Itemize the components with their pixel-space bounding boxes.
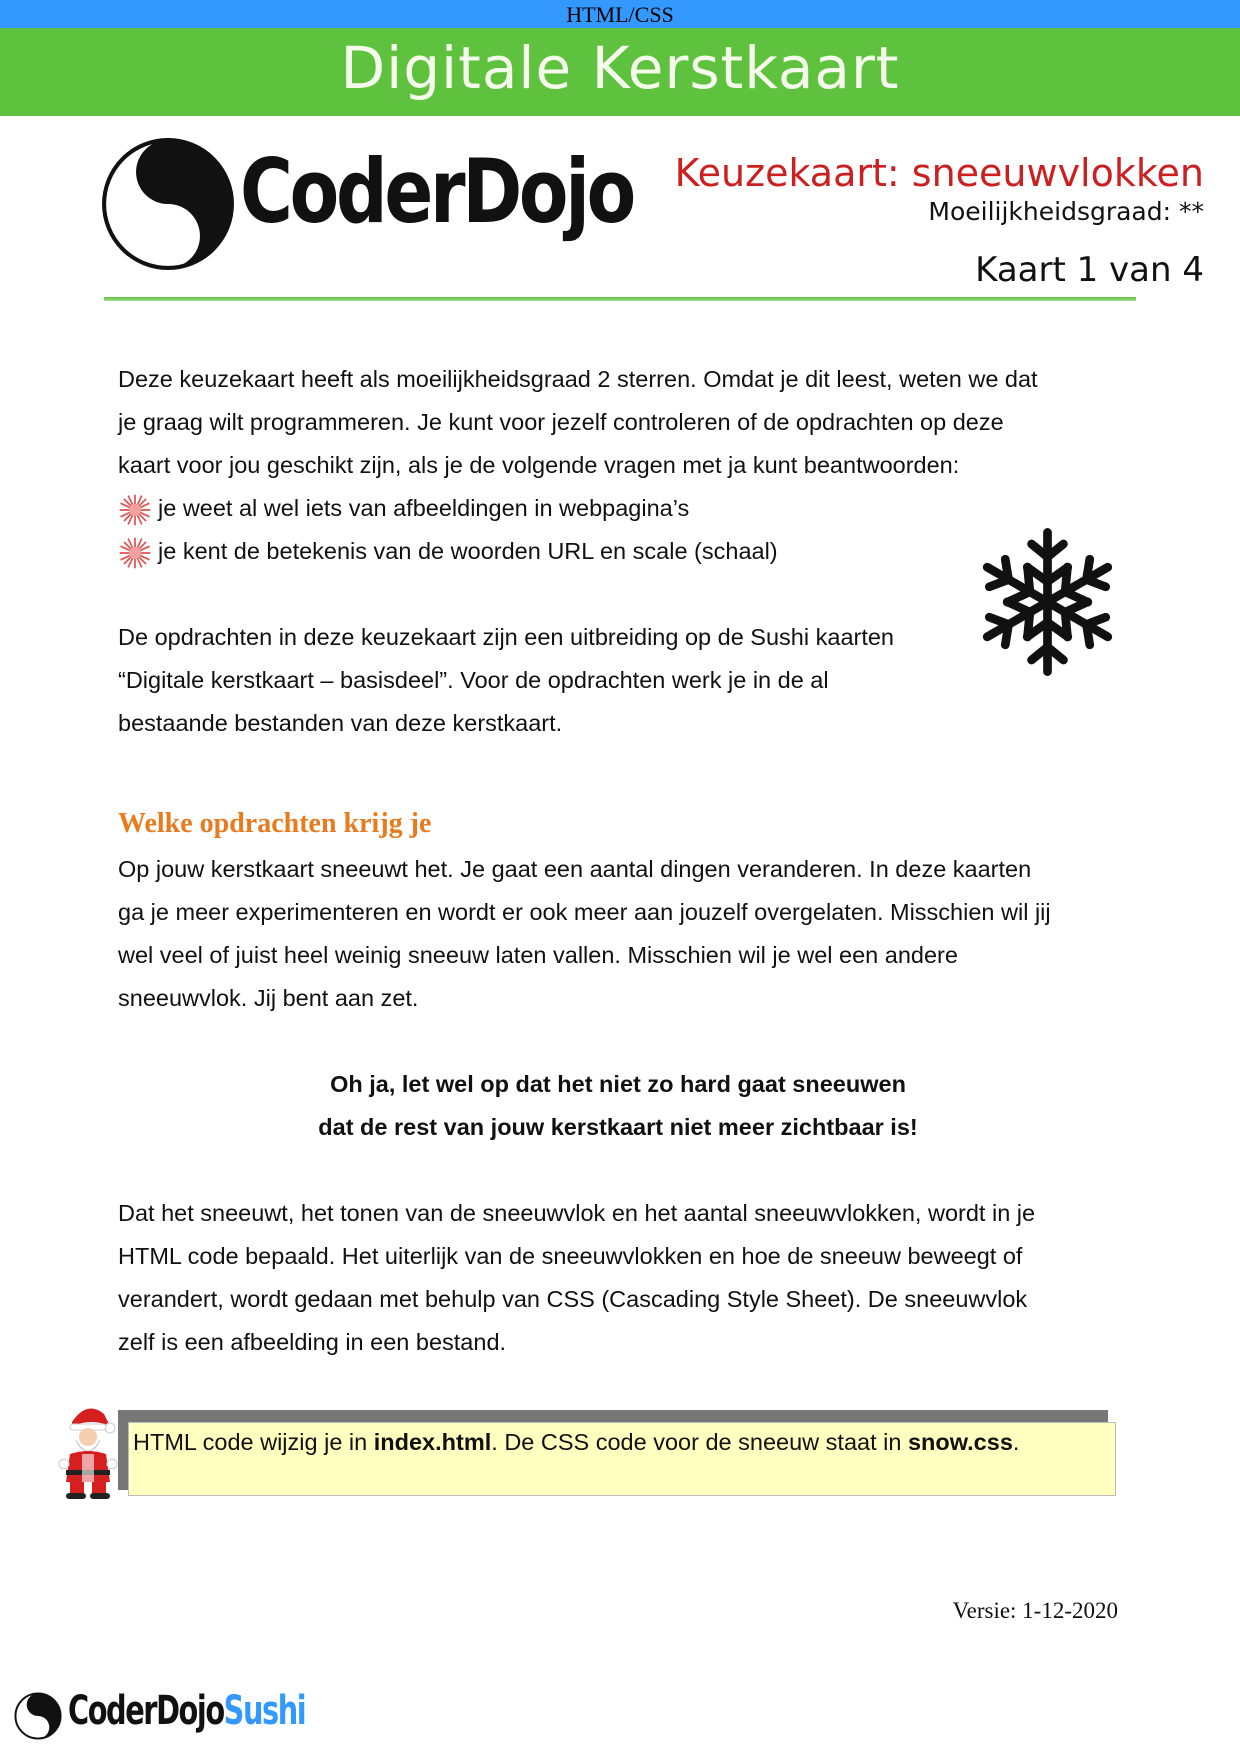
paragraph-html-css [118, 1192, 1035, 1364]
note-line: Oh ja, let wel op dat het niet zo hard gaat sneeuwen [330, 1071, 906, 1097]
yin-yang-icon [100, 136, 236, 272]
tip-text: . [1012, 1429, 1020, 1455]
yin-yang-icon [14, 1692, 62, 1740]
paragraph-line: “Digitale kerstkaart – basisdeel”. Voor de opdrachten werk je in de al [118, 667, 829, 693]
footer-logo-part: CoderDojo [68, 1688, 224, 1734]
paragraph-line: bestaande bestanden van deze kerstkaart. [118, 710, 563, 736]
section-title: Welke opdrachten krijg je [118, 808, 432, 839]
version-label: Versie: 1-12-2020 [952, 1598, 1118, 1623]
footer-logo-text [68, 1688, 305, 1734]
paragraph-line: HTML code bepaald. Het uiterlijk van de sneeuwvlokken en hoe de sneeuw beweegt of [118, 1243, 1023, 1269]
footer-logo-part: Sushi [223, 1688, 306, 1734]
paragraph-line: sneeuwvlok. Jij bent aan zet. [118, 985, 419, 1011]
intro-line: Deze keuzekaart heeft als moeilijkheidsgraad 2 sterren. Omdat je dit leest, weten we dat [118, 366, 1038, 392]
paragraph-line: Op jouw kerstkaart sneeuwt het. Je gaat een aantal dingen veranderen. In deze kaarten [118, 856, 1032, 882]
paragraph-line: zelf is een afbeelding in een bestand. [118, 1329, 507, 1355]
paragraph-line: wel veel of juist heel weinig sneeuw laten vallen. Misschien wil je wel een andere [118, 942, 958, 968]
coderdojo-sushi-logo [14, 1684, 306, 1746]
bullet-text: je kent de betekenis van de woorden URL en scale (schaal) [158, 538, 778, 564]
warning-note [118, 1063, 1118, 1149]
paragraph-line: verandert, wordt gedaan met behulp van CSS (Cascading Style Sheet). De sneeuwvlok [118, 1286, 1028, 1312]
santa-icon [52, 1400, 122, 1500]
bullet-text: je weet al wel iets van afbeeldingen in webpagina’s [158, 495, 690, 521]
paragraph-basisdeel [118, 616, 894, 745]
tip-text: . De CSS code voor de sneeuw staat in [491, 1429, 908, 1455]
banner-title: Digitale Kerstkaart [340, 34, 900, 102]
paragraph-line: De opdrachten in deze keuzekaart zijn een uitbreiding op de Sushi kaarten [118, 624, 895, 650]
list-item [118, 487, 1038, 530]
note-line: dat de rest van jouw kerstkaart niet meer zichtbaar is! [318, 1114, 918, 1140]
file-name-css: snow.css [907, 1429, 1013, 1455]
banner [0, 28, 1240, 116]
snowflake-icon [975, 522, 1120, 682]
logo-text: CoderDojo [240, 140, 633, 243]
difficulty-label: Moeilijkheidsgraad: ** [928, 197, 1204, 226]
intro-line: je graag wilt programmeren. Je kunt voor jezelf controleren of de opdrachten op deze [118, 409, 1004, 435]
star-icon [118, 493, 152, 527]
header-divider [104, 297, 1136, 301]
paragraph-line: Dat het sneeuwt, het tonen van de sneeuwvlok en het aantal sneeuwvlokken, wordt in je [118, 1200, 1036, 1226]
file-name-html: index.html [373, 1429, 492, 1455]
star-icon [118, 536, 152, 570]
intro-paragraph [118, 358, 1038, 573]
paragraph-line: ga je meer experimenteren en wordt er ook meer aan jouzelf overgelaten. Misschien wil jij [118, 899, 1051, 925]
tip-text: HTML code wijzig je in [133, 1429, 374, 1455]
paragraph-assignments [118, 848, 1051, 1020]
intro-line: kaart voor jou geschikt zijn, als je de volgende vragen met ja kunt beantwoorden: [118, 452, 960, 478]
card-header [675, 150, 1204, 228]
tip-box [128, 1422, 1116, 1496]
top-label: HTML/CSS [0, 0, 1240, 28]
card-title: Keuzekaart: sneeuwvlokken [674, 151, 1204, 195]
list-item [118, 530, 1038, 573]
coderdojo-logo [100, 132, 633, 282]
card-count: Kaart 1 van 4 [975, 250, 1204, 290]
